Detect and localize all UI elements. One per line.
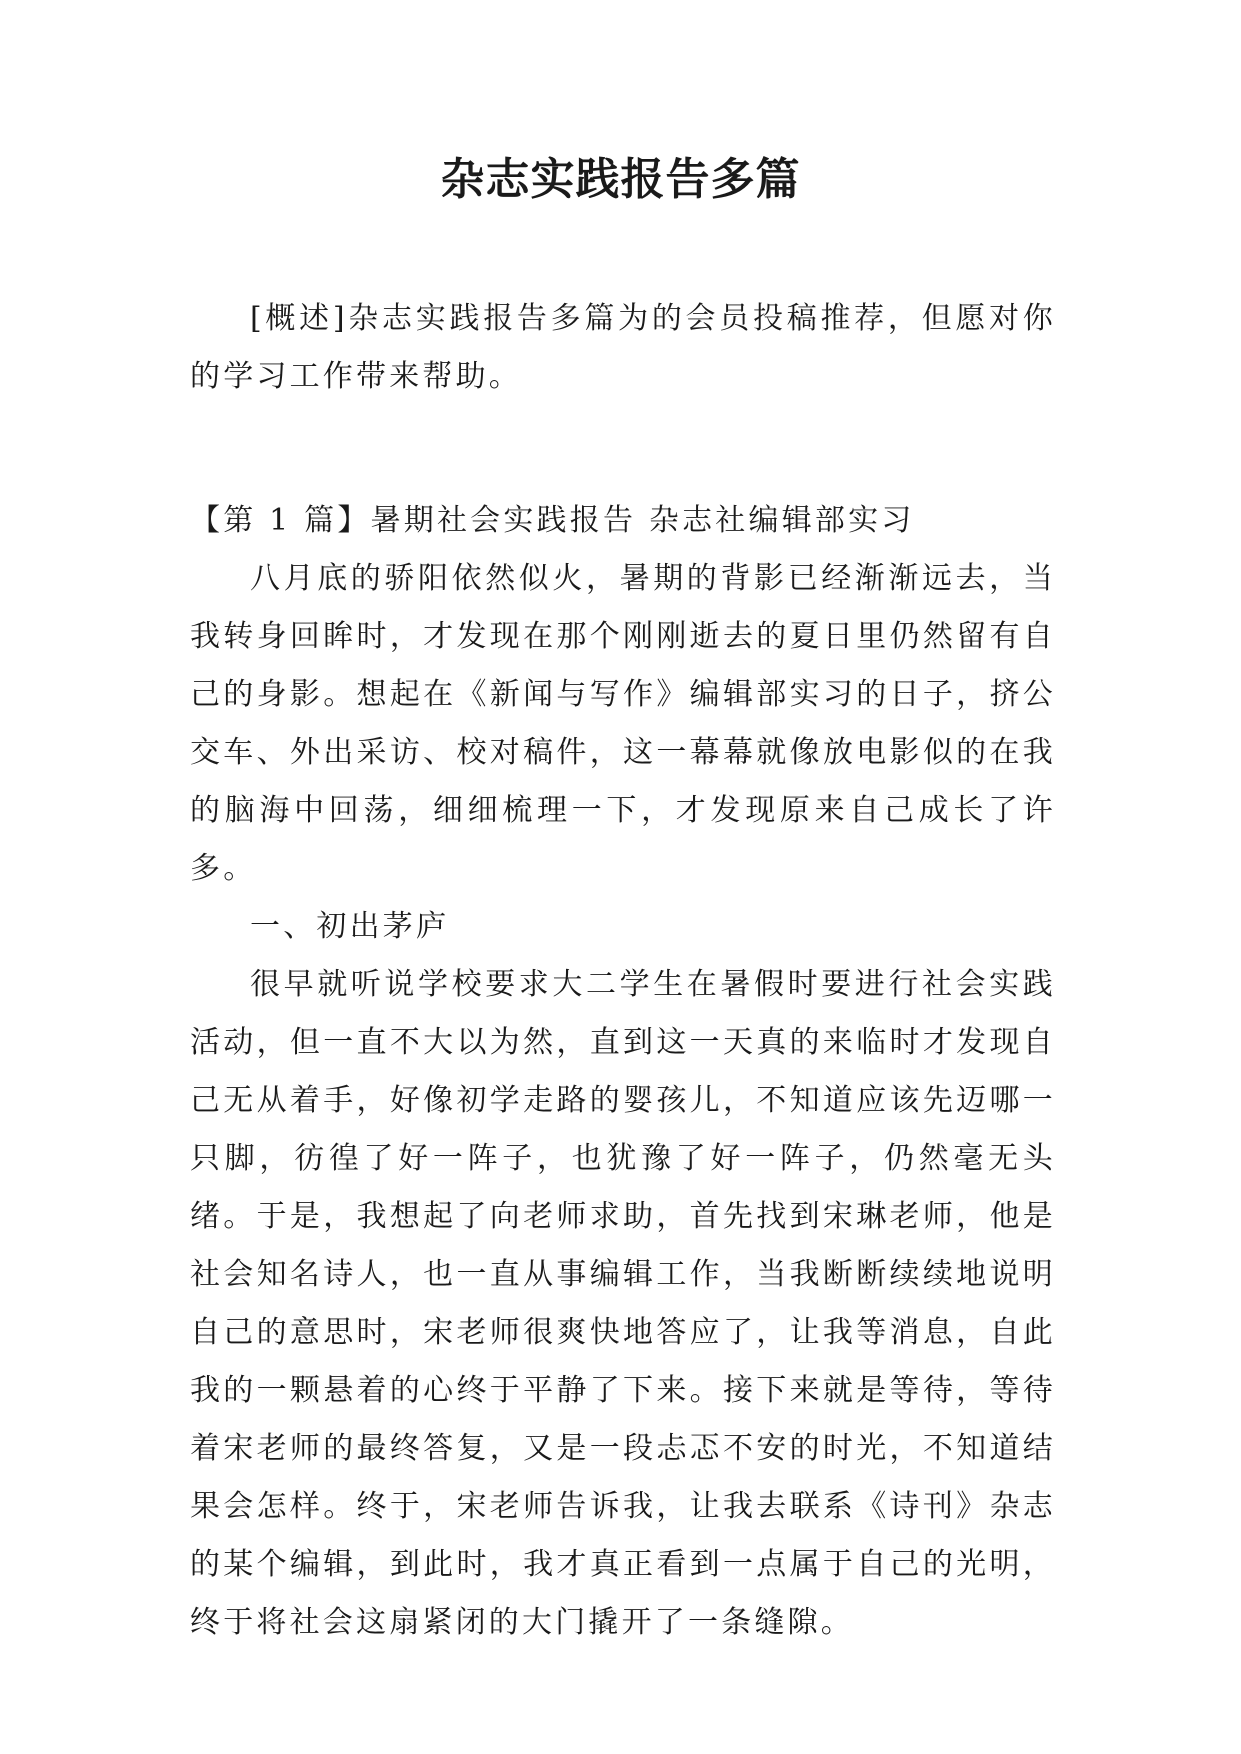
summary-paragraph: [概述]杂志实践报告多篇为的会员投稿推荐，但愿对你的学习工作带来帮助。 (190, 301, 1056, 394)
section-heading-1: 一、初出茅庐 (250, 909, 450, 944)
body-paragraph-1: 八月底的骄阳依然似火，暑期的背影已经渐渐远去，当我转身回眸时，才发现在那个刚刚逝去的夏日里仍然留有自己的身影。想起在《新闻与写作》编辑部实习的日子，挤公交车、外出采访、校对稿件，这一幕幕就像放电影似的在我的脑海中回荡，细细梳理一下，才发现原来自己成长了许多。 (190, 561, 1056, 886)
document-body (190, 290, 1056, 1652)
article-heading: 【第 1 篇】暑期社会实践报告 杂志社编辑部实习 (190, 503, 915, 538)
body-paragraph-2: 很早就听说学校要求大二学生在暑假时要进行社会实践活动，但一直不大以为然，直到这一天真的来临时才发现自己无从着手，好像初学走路的婴孩儿，不知道应该先迈哪一只脚，彷徨了好一阵子，也犹豫了好一阵子，仍然毫无头绪。于是，我想起了向老师求助，首先找到宋琳老师，他是社会知名诗人，也一直从事编辑工作，当我断断续续地说明自己的意思时，宋老师很爽快地答应了，让我等消息，自此我的一颗悬着的心终于平静了下来。接下来就是等待，等待着宋老师的最终答复，又是一段忐忑不安的时光，不知道结果会怎样。终于，宋老师告诉我，让我去联系《诗刊》杂志的某个编辑，到此时，我才真正看到一点属于自己的光明，终于将社会这扇紧闭的大门撬开了一条缝隙。 (190, 967, 1056, 1640)
document-title: 杂志实践报告多篇 (440, 154, 801, 205)
